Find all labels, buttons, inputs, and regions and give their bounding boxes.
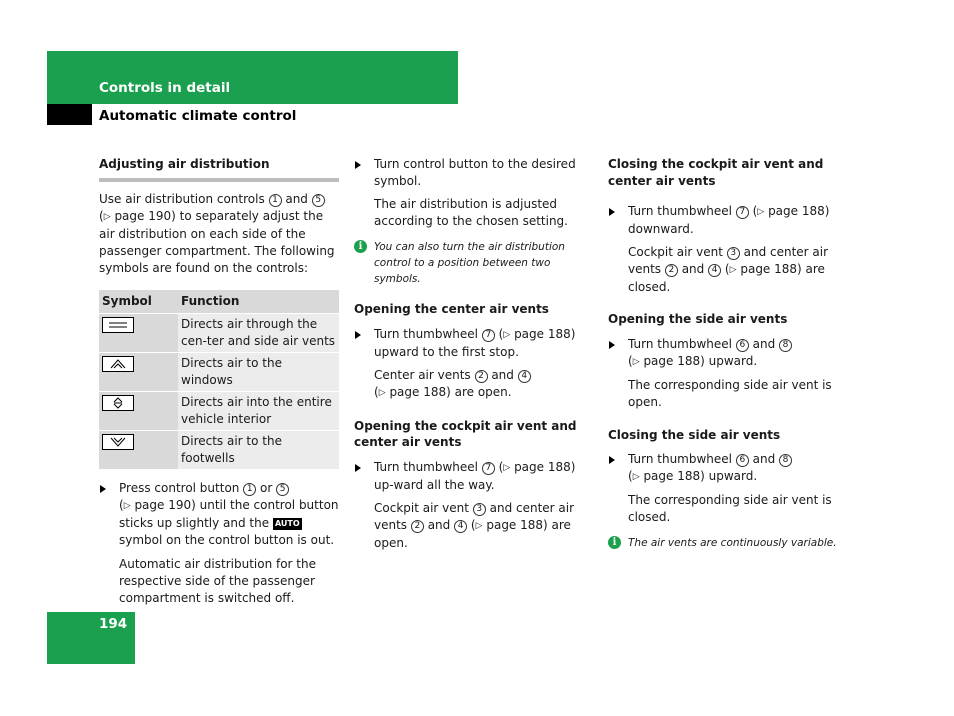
info-icon: i [354,240,367,253]
table-row [99,352,339,391]
step-result: Cockpit air vent 3 and center air vents 2 and 4 (▷ page 188) are open. [374,500,575,550]
heading-closing-cockpit-vent: Closing the cockpit air vent and center air vents [608,157,824,188]
section-title: Controls in detail [99,80,231,96]
step-press-button: Press control button 1 or 5 (▷ page 190) until the control button sticks up slightly and the AUTO symbol on the control button is out. [99,480,339,549]
info-note: i You can also turn the air distribution control to a position between two symbols. [354,239,594,287]
page-ref-icon: ▷ [503,462,511,473]
symbol-table [99,290,339,469]
step-result: The corresponding side air vent is open. [628,377,832,409]
heading-rule [99,178,339,182]
page-ref-icon: ▷ [757,207,765,217]
column-2 [354,156,594,552]
footwells-symbol-icon [102,434,134,450]
function-text: Directs air to the windows [178,352,339,391]
step-close-side: Turn thumbwheel 6 and 8 (▷ page 188) upward. [608,451,848,486]
page-number: 194 [99,616,128,632]
step-open-side: Turn thumbwheel 6 and 8 (▷ page 188) upward. [608,336,848,371]
subsection-title: Automatic climate control [99,108,297,124]
column-3 [608,156,848,551]
page-ref-icon: ▷ [503,329,511,340]
bullet-arrow-icon [609,456,615,464]
step-result: Center air vents 2 and 4 (▷ page 188) are open. [354,367,594,402]
windows-symbol-icon [102,356,134,372]
column-1 [99,156,339,607]
page-ref-icon: ▷ [632,356,640,367]
step-result: The air distribution is adjusted according to the chosen setting. [374,197,568,228]
table-row [99,313,339,352]
bullet-arrow-icon [609,341,615,349]
table-row [99,430,339,469]
table-header-function: Function [178,290,339,314]
step-center-vents: Turn thumbwheel 7 (▷ page 188) upward to the first stop. [354,326,594,361]
header-marker [47,104,92,125]
step-close-cockpit: Turn thumbwheel 7 (▷ page 188) downward. [608,203,848,238]
heading-opening-center-vents: Opening the center air vents [354,302,549,316]
heading-opening-cockpit-vent: Opening the cockpit air vent and center air vents [354,418,577,449]
page-ref-icon: ▷ [632,472,640,482]
function-text: Directs air through the cen-ter and side air vents [178,313,339,352]
intro-paragraph: Use air distribution controls 1 and 5 (▷ page 190) to separately adjust the air distribution on each side of the passenger compartment. The following symbols are found on the controls: [99,191,335,275]
heading-opening-side-vents: Opening the side air vents [608,312,788,326]
function-text: Directs air to the footwells [178,430,339,469]
info-note: i The air vents are continuously variable. [608,535,848,551]
heading-adjusting-air-distribution: Adjusting air distribution [99,157,270,171]
function-text: Directs air into the entire vehicle interior [178,391,339,430]
bullet-arrow-icon [100,485,106,493]
bullet-arrow-icon [355,331,361,339]
step-cockpit-vent: Turn thumbwheel 7 (▷ page 188) up-ward all the way. [354,459,594,494]
entire-interior-symbol-icon [102,395,134,411]
table-row [99,391,339,430]
table-header-symbol: Symbol [99,290,178,314]
page-ref-icon: ▷ [123,500,131,511]
auto-badge-icon: AUTO [274,518,300,528]
bullet-arrow-icon [355,161,361,169]
step-turn-control: Turn control button to the desired symbol. [354,156,594,190]
center-side-vent-symbol-icon [102,317,134,333]
info-icon: i [608,536,621,549]
bullet-arrow-icon [609,208,615,216]
heading-closing-side-vents: Closing the side air vents [608,427,781,442]
header-band [47,51,458,104]
step-result: Cockpit air vent 3 and center air vents 2 and 4 (▷ page 188) are closed. [628,245,829,294]
step-result: The corresponding side air vent is closed. [628,493,832,524]
page-ref-icon: ▷ [103,211,111,222]
step-result: Automatic air distribution for the respective side of the passenger compartment is switched off. [119,556,316,605]
bullet-arrow-icon [355,464,361,472]
